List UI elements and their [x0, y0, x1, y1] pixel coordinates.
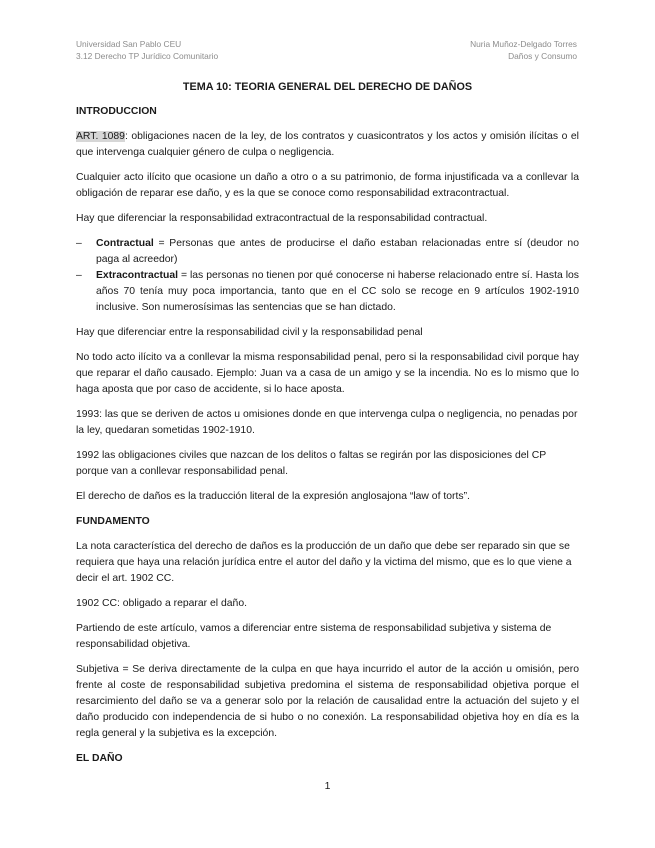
list-term: Extracontractual [96, 270, 178, 281]
dash-bullet: – [76, 238, 82, 249]
paragraph: Hay que diferenciar entre la responsabilidad civil y la responsabilidad penal [76, 327, 423, 338]
highlighted-article-ref: ART. 1089 [76, 131, 125, 142]
paragraph: Hay que diferenciar la responsabilidad extracontractual de la responsabilidad contractual. [76, 213, 488, 224]
list-term: Contractual [96, 238, 154, 249]
list-text: = Personas que antes de producirse el daño estaban relacionadas entre sí (deudor no paga al acreedor) [96, 238, 579, 265]
paragraph: El derecho de daños es la traducción literal de la expresión anglosajona “law of torts”. [76, 491, 470, 502]
document-title: TEMA 10: TEORIA GENERAL DEL DERECHO DE DAÑOS [182, 81, 473, 93]
paragraph: Cualquier acto ilícito que ocasione un daño a otro o a su patrimonio, de forma injustificada va a conllevar la obligación de reparar ese daño, y es la que se conoce como responsabilidad extracontractual. [76, 172, 579, 199]
paragraph-art-1089 [76, 129, 579, 161]
paragraph-text: : obligaciones nacen de la ley, de los contratos y cuasicontratos y los actos y omisión ilícitas o el que intervenga cualquier género de culpa o negligencia. [76, 131, 579, 158]
paragraph: No todo acto ilícito va a conllevar la misma responsabilidad penal, pero si la responsabilidad civil porque hay que reparar el daño causado. Ejemplo: Juan va a casa de un amigo y se la incendia. No es lo mismo que lo haga aposta que por caso de accidente, si lo hace aposta. [76, 352, 579, 395]
dash-bullet: – [76, 270, 82, 281]
list-item [76, 268, 579, 316]
page-number: 1 [324, 781, 331, 792]
list-text: = las personas no tienen por qué conocerse ni haberse relacionado entre sí. Hasta los años 70 tenía muy poca importancia, tanto que en el CC solo se recoge en 9 artículos 1902-1910 inclusive. Son numerosísimas las sentencias que se han dictado. [96, 270, 579, 313]
responsibility-types-list [76, 236, 579, 316]
header-university: Universidad San Pablo CEU [76, 39, 182, 49]
header-subject: Daños y Consumo [508, 51, 577, 61]
heading-el-dano: EL DAÑO [76, 753, 123, 764]
heading-fundamento: FUNDAMENTO [76, 516, 150, 527]
heading-introduccion: INTRODUCCION [76, 106, 157, 117]
list-item [76, 236, 579, 268]
document-body [76, 79, 579, 776]
header-right [470, 38, 577, 62]
paragraph: Partiendo de este artículo, vamos a diferenciar entre sistema de responsabilidad subjetiva y sistema de responsabilidad objetiva. [76, 623, 552, 650]
paragraph: La nota característica del derecho de daños es la producción de un daño que debe ser reparado sin que se requiera que haya una relación jurídica entre el autor del daño y la victima del mismo, que es lo que viene a decir el art. 1902 CC. [76, 541, 572, 584]
paragraph: 1902 CC: obligado a reparar el daño. [76, 598, 247, 609]
header-course: 3.12 Derecho TP Jurídico Comunitario [76, 51, 219, 61]
header-author: Nuria Muñoz-Delgado Torres [470, 39, 577, 49]
header-left [76, 38, 218, 62]
paragraph: 1993: las que se deriven de actos u omisiones donde en que intervenga culpa o negligencia, no penadas por la ley, quedaran sometidas 1902-1910. [76, 409, 578, 436]
paragraph: 1992 las obligaciones civiles que nazcan de los delitos o faltas se regirán por las disposiciones del CP porque van a conllevar responsabilidad penal. [76, 450, 546, 477]
paragraph: Subjetiva = Se deriva directamente de la culpa en que haya incurrido el autor de la acción u omisión, pero frente al coste de responsabilidad subjetiva predomina el sistema de responsabilidad objetiva porque el resarcimiento del daño se va a generar solo por la relación de causalidad entre la actuación del sujeto y el daño producido con independencia de si hubo o no conexión. La responsabilidad objetiva hoy en día es la regla general y la subjetiva es la excepción. [76, 664, 579, 739]
